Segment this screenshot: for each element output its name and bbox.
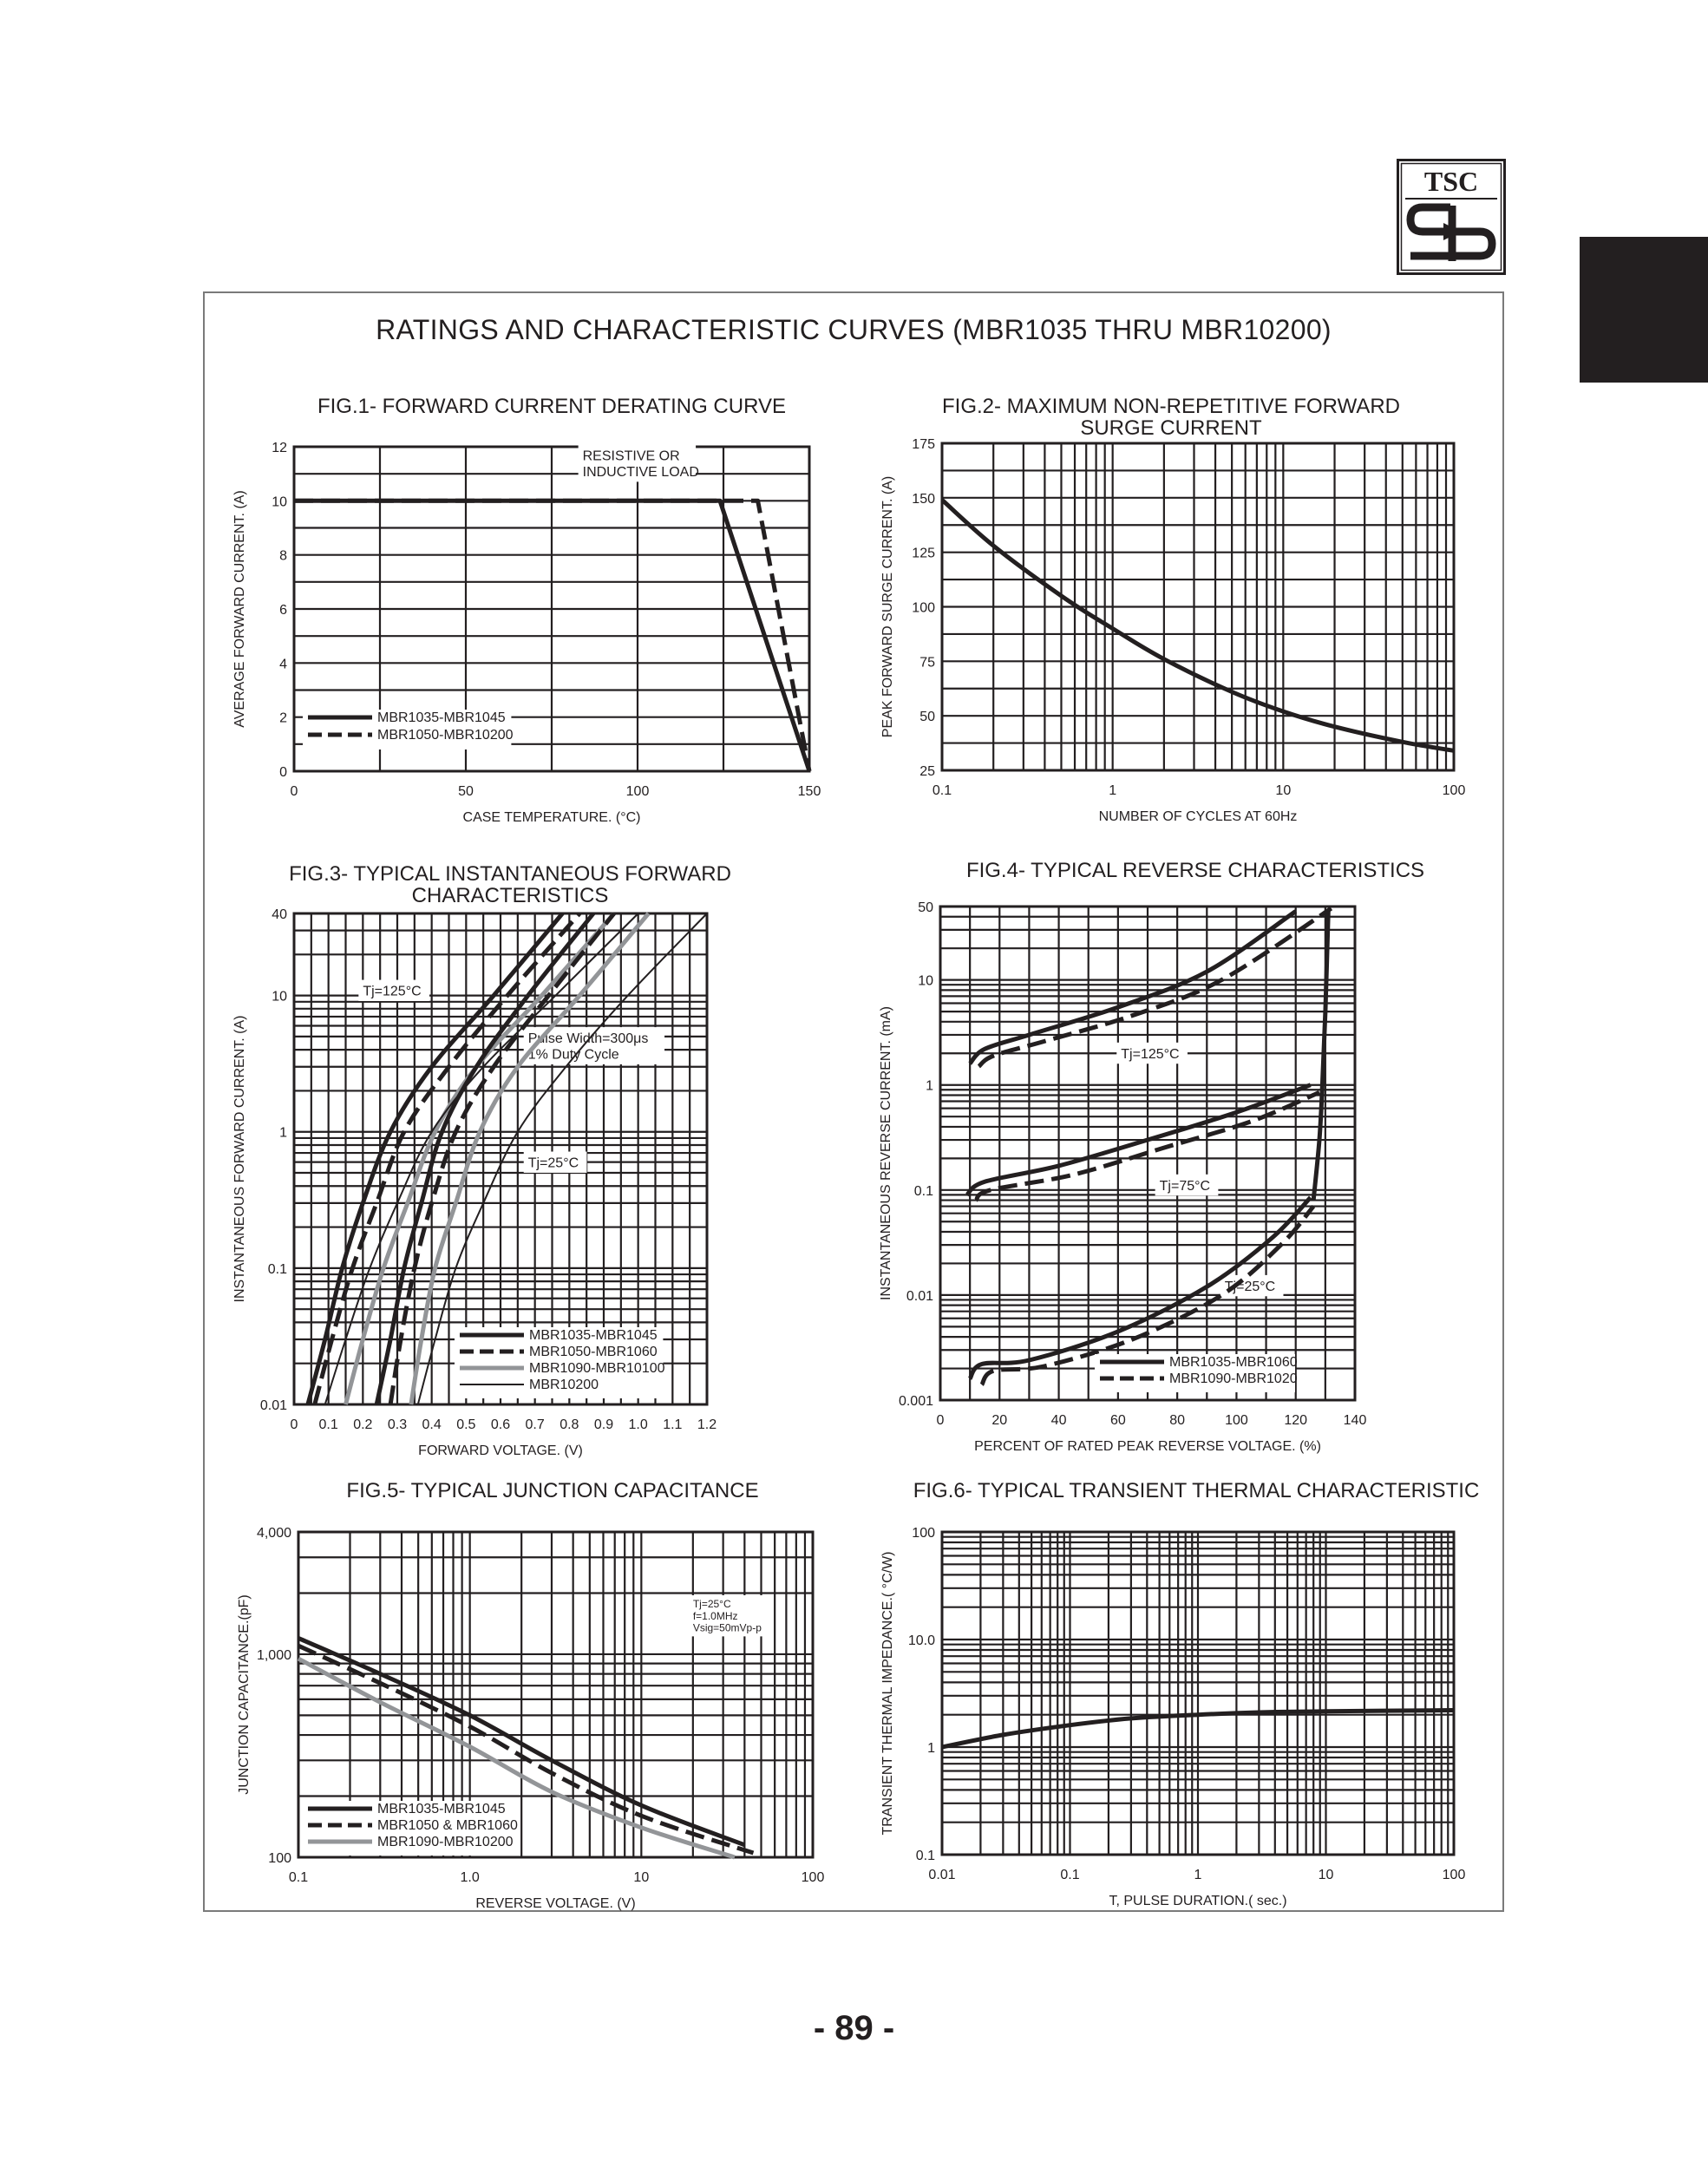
- fig4-xtick-label: 20: [991, 1413, 1008, 1428]
- fig2-ytick-label: 175: [912, 437, 935, 452]
- page-number: - 89 -: [813, 2009, 895, 2047]
- fig6-ylabel: TRANSIENT THERMAL IMPEDANCE.( °C/W): [880, 1551, 895, 1836]
- fig3-legend-label: MBR1035-MBR1045: [529, 1328, 658, 1343]
- fig2-ytick-label: 125: [912, 546, 935, 561]
- fig5-xtick-label: 0.1: [288, 1870, 309, 1885]
- fig2-ytick-label: 50: [919, 710, 935, 725]
- fig6-ytick-label: 10.0: [907, 1633, 935, 1648]
- fig5-legend-label: MBR1035-MBR1045: [377, 1802, 506, 1816]
- fig3-legend-label: MBR1050-MBR1060: [529, 1345, 658, 1359]
- fig3-xtick-label: 0: [290, 1417, 298, 1432]
- fig5-ytick-label: 100: [268, 1851, 291, 1866]
- fig3-title: CHARACTERISTICS: [411, 884, 609, 907]
- fig2-title: SURGE CURRENT: [1080, 416, 1262, 440]
- fig4-legend-label: MBR1090-MBR1020: [1169, 1371, 1298, 1386]
- fig4-ylabel: INSTANTANEOUS REVERSE CURRENT. (mA): [879, 1006, 893, 1300]
- fig6-xlabel: T, PULSE DURATION.( sec.): [1109, 1894, 1287, 1908]
- fig4-ytick-label: 0.001: [898, 1394, 933, 1409]
- fig3-annotation: Tj=125°C: [363, 984, 422, 999]
- fig2-xtick-label: 10: [1275, 783, 1292, 798]
- fig2-xtick-label: 1: [1109, 783, 1117, 798]
- fig3-xtick-label: 1.0: [628, 1417, 648, 1432]
- fig1-xlabel: CASE TEMPERATURE. (°C): [462, 810, 641, 825]
- fig3-xtick-label: 0.6: [490, 1417, 511, 1432]
- fig4-xtick-label: 100: [1225, 1413, 1248, 1428]
- fig2-xtick-label: 0.1: [932, 783, 952, 798]
- fig3-ytick-label: 10: [272, 989, 287, 1005]
- fig1-xtick-label: 100: [625, 784, 650, 799]
- fig1-title: FIG.1- FORWARD CURRENT DERATING CURVE: [317, 395, 787, 418]
- fig3-xtick-label: 0.5: [456, 1417, 476, 1432]
- fig2-xlabel: NUMBER OF CYCLES AT 60Hz: [1098, 809, 1298, 824]
- fig4-ytick-label: 10: [918, 973, 933, 989]
- fig3-xtick-label: 0.8: [560, 1417, 579, 1432]
- fig3-ytick-label: 0.01: [259, 1398, 287, 1413]
- fig3-legend-label: MBR1090-MBR10100: [529, 1361, 665, 1376]
- fig4-xtick-label: 140: [1343, 1413, 1367, 1428]
- fig6-xtick-label: 1: [1194, 1868, 1202, 1882]
- fig6-ytick-label: 100: [912, 1526, 935, 1541]
- fig6-xtick-label: 0.1: [1060, 1868, 1080, 1882]
- fig3-annotation: Pulse Width=300μs: [527, 1031, 649, 1047]
- fig4-xtick-label: 120: [1284, 1413, 1308, 1428]
- fig5-xlabel: REVERSE VOLTAGE. (V): [475, 1896, 636, 1911]
- fig3-xtick-label: 0.4: [422, 1417, 442, 1432]
- fig2-xtick-label: 100: [1442, 783, 1466, 798]
- fig1-ytick-label: 4: [279, 657, 287, 672]
- fig3-ytick-label: 40: [272, 907, 287, 922]
- fig4-xtick-label: 0: [936, 1413, 945, 1428]
- fig3-ytick-label: 0.1: [267, 1261, 287, 1277]
- fig4-ytick-label: 50: [918, 900, 933, 915]
- fig5-xtick-label: 10: [633, 1870, 650, 1885]
- fig3-xtick-label: 1.2: [697, 1417, 717, 1432]
- fig2-title: FIG.2- MAXIMUM NON-REPETITIVE FORWARD: [941, 395, 1401, 418]
- fig4-xtick-label: 40: [1050, 1413, 1067, 1428]
- fig5-annotation: Vsig=50mVp-p: [692, 1621, 762, 1634]
- fig6-xtick-label: 10: [1318, 1868, 1334, 1882]
- fig3-annotation: Tj=25°C: [527, 1155, 579, 1171]
- fig1-xtick-label: 0: [290, 784, 298, 799]
- fig4-annotation: Tj=75°C: [1159, 1178, 1211, 1194]
- fig2-ytick-label: 100: [912, 600, 935, 616]
- fig1-legend-label: MBR1050-MBR10200: [377, 728, 514, 743]
- fig4-annotation: Tj=125°C: [1121, 1046, 1180, 1062]
- fig6-title: FIG.6- TYPICAL TRANSIENT THERMAL CHARACTERISTIC: [913, 1479, 1480, 1502]
- fig5-xtick-label: 100: [801, 1870, 825, 1885]
- fig3-xtick-label: 0.7: [525, 1417, 545, 1432]
- fig5-annotation: Tj=25°C: [692, 1597, 731, 1610]
- fig1-xtick-label: 50: [458, 784, 474, 799]
- fig4-xlabel: PERCENT OF RATED PEAK REVERSE VOLTAGE. (%): [974, 1439, 1321, 1454]
- fig6-ytick-label: 1: [927, 1741, 935, 1756]
- fig4-ytick-label: 1: [926, 1078, 933, 1094]
- fig1-ytick-label: 0: [279, 765, 287, 780]
- fig1-ytick-label: 12: [272, 441, 287, 455]
- fig4-xtick-label: 60: [1109, 1413, 1126, 1428]
- fig1-legend-label: MBR1035-MBR1045: [377, 710, 506, 725]
- fig1-ytick-label: 2: [279, 710, 287, 726]
- fig5-annotation: f=1.0MHz: [692, 1609, 738, 1622]
- fig3-ylabel: INSTANTANEOUS FORWARD CURRENT. (A): [232, 1015, 247, 1303]
- fig4-title: FIG.4- TYPICAL REVERSE CHARACTERISTICS: [965, 859, 1425, 882]
- fig6-grid: [942, 1532, 1454, 1855]
- fig2-ylabel: PEAK FORWARD SURGE CURRENT. (A): [880, 475, 895, 738]
- fig2-ytick-label: 150: [912, 491, 935, 507]
- fig3-xlabel: FORWARD VOLTAGE. (V): [418, 1443, 583, 1458]
- fig1-ytick-label: 6: [279, 603, 287, 618]
- fig3-title: FIG.3- TYPICAL INSTANTANEOUS FORWARD: [289, 862, 731, 886]
- fig1-xtick-label: 150: [797, 784, 821, 799]
- fig5-legend-label: MBR1050 & MBR1060: [377, 1818, 518, 1833]
- fig3-xtick-label: 0.1: [318, 1417, 338, 1432]
- fig6-xtick-label: 0.01: [928, 1868, 956, 1882]
- fig5-legend-label: MBR1090-MBR10200: [377, 1835, 514, 1849]
- fig2-ytick-label: 75: [919, 655, 935, 671]
- fig4-ytick-label: 0.1: [913, 1183, 933, 1199]
- fig3-legend-label: MBR10200: [529, 1378, 599, 1392]
- page-title: RATINGS AND CHARACTERISTIC CURVES (MBR1035 THRU MBR10200): [376, 314, 1332, 345]
- fig3-xtick-label: 0.3: [387, 1417, 408, 1432]
- fig1-ylabel: AVERAGE FORWARD CURRENT. (A): [232, 490, 247, 728]
- svg-text:TSC: TSC: [1423, 166, 1479, 197]
- fig3-xtick-label: 0.9: [593, 1417, 614, 1432]
- fig3-annotation: 1% Duty Cycle: [527, 1047, 619, 1063]
- fig5-ylabel: JUNCTION CAPACITANCE.(pF): [237, 1594, 252, 1795]
- fig2-ytick-label: 25: [919, 764, 935, 779]
- fig6-ytick-label: 0.1: [915, 1849, 935, 1863]
- fig3-ytick-label: 1: [279, 1125, 287, 1141]
- fig5-title: FIG.5- TYPICAL JUNCTION CAPACITANCE: [346, 1479, 759, 1502]
- fig1-ytick-label: 8: [279, 548, 287, 564]
- fig3-xtick-label: 0.2: [353, 1417, 373, 1432]
- fig3-xtick-label: 1.1: [663, 1417, 683, 1432]
- fig1-ytick-label: 10: [272, 494, 287, 510]
- fig6-xtick-label: 100: [1442, 1868, 1466, 1882]
- fig4-legend-label: MBR1035-MBR1060: [1169, 1355, 1298, 1370]
- fig4-ytick-label: 0.01: [906, 1288, 933, 1304]
- fig5-ytick-label: 1,000: [256, 1647, 291, 1663]
- fig4-xtick-label: 80: [1169, 1413, 1186, 1428]
- fig4-annotation: Tj=25°C: [1224, 1279, 1276, 1294]
- fig1-annotation: RESISTIVE OR: [582, 448, 680, 464]
- fig5-xtick-label: 1.0: [460, 1870, 480, 1885]
- fig1-annotation: INDUCTIVE LOAD: [582, 464, 699, 480]
- fig5-ytick-label: 4,000: [256, 1526, 291, 1541]
